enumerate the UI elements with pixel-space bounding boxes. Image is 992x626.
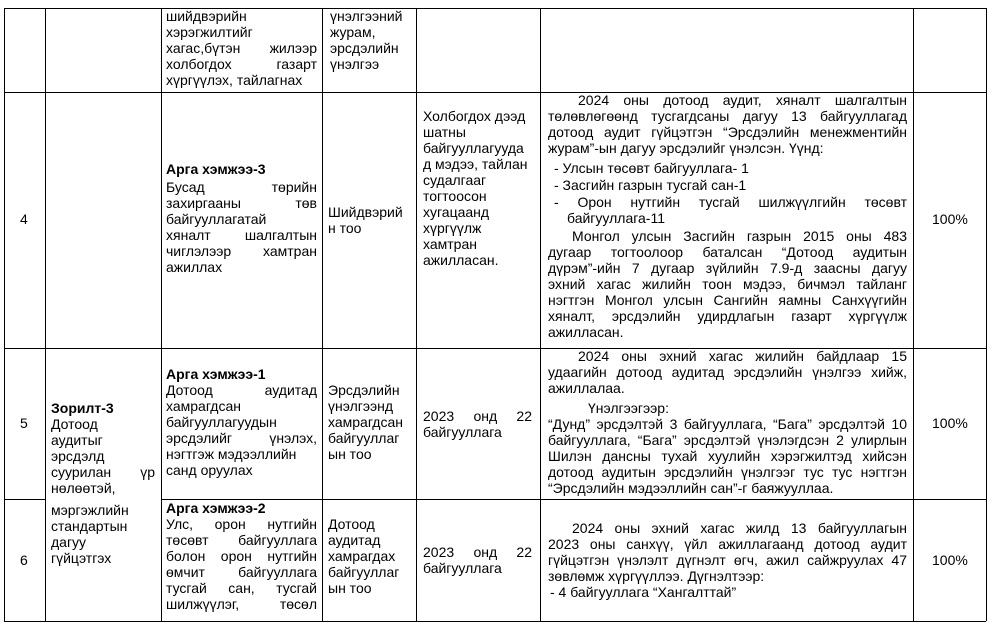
grid-col-line <box>322 8 323 621</box>
text-line: хэрэгжилтийг <box>166 24 253 40</box>
text-line: байгууллага, “Бага” эрсдэлтэй үнэлэгдсэн 2 улирлын <box>548 432 907 448</box>
text-line: шатны <box>423 124 466 140</box>
text-line: журам, <box>330 24 376 40</box>
grid-col-line <box>161 8 162 621</box>
text-line: шийдвэрийн <box>166 8 247 24</box>
text-line: Дотоод аудитад <box>166 382 317 398</box>
text-line: хүргүүлж <box>423 220 482 236</box>
text-line: тогтоосон <box>423 188 487 204</box>
text-line: “Дунд” эрсдэлтэй 3 байгууллага, “Бага” эрсдэлтэй 10 <box>548 416 907 432</box>
text-line: нөлөөтэй, <box>51 480 116 496</box>
text-line: 2024 оны дотоод аудит, хяналт шалгалтын <box>578 92 907 108</box>
text-line: төлөвлөгөөнд тусгагдсаны дагуу 13 байгууллагад <box>548 108 907 124</box>
text-line: ын тоо <box>328 446 372 462</box>
text-line: тусгай сан, тусгай <box>166 580 317 596</box>
text-line: хамрагдсан <box>328 414 403 430</box>
text-line: Шийдвэрий <box>328 204 403 220</box>
grid-col-line <box>913 8 914 621</box>
text-line: 2024 оны эхний хагас жилийн байдлаар 15 <box>578 348 907 364</box>
text-line: Үнэлгээгээр: <box>588 400 669 416</box>
text-line: гүйцэтгэн үнэлэлт дүгнэлт өгч, ажил сайжруулах 47 <box>548 552 907 568</box>
text-line: өмчит байгууллага <box>166 564 317 580</box>
percent-value: 100% <box>932 211 968 227</box>
text-line: аудитад <box>328 532 381 548</box>
row-number: 4 <box>20 211 28 227</box>
text-line: Улс, орон нутгийн <box>166 516 317 532</box>
text-line: байгууллагуудын <box>166 414 277 430</box>
text-line: эхний хагас жилийн тоон мэдээ, бичмэл тайланг <box>548 276 907 292</box>
text-line: байгууллага-11 <box>567 210 666 226</box>
text-line: үнэлгээний <box>330 8 403 24</box>
text-line: судалгааг <box>423 172 487 188</box>
text-line: байгууллага <box>423 560 502 576</box>
text-line: - Улсын төсөвт байгууллага- 1 <box>554 160 749 176</box>
text-line: стандартын <box>51 518 128 534</box>
text-line: “Эрсдэлийн мэдээллийн сан”-г баяжууллаа. <box>548 480 834 496</box>
text-line: Дотоод <box>328 516 375 532</box>
objective-title: Зорилт-3 <box>51 400 114 416</box>
measure-title: Арга хэмжээ-3 <box>166 161 266 177</box>
text-line: н тоо <box>328 220 362 236</box>
text-line: нэгтгэн Монгол улсын Сангийн яамны Санхүүгийн <box>548 292 907 308</box>
text-line: байгууллагууда <box>423 140 524 156</box>
text-line: хугацаанд <box>423 204 490 220</box>
text-line: суурилан үр <box>51 464 155 480</box>
grid-row-line <box>4 499 45 500</box>
text-line: нэгтгэж мэдээллийн <box>166 446 297 462</box>
text-line: - 4 байгууллага “Хангалттай” <box>550 584 737 600</box>
grid-col-line <box>540 8 541 621</box>
text-line: хүргүүлэх, тайлагнах <box>166 72 303 88</box>
text-line: чиглэлээр хамтран <box>166 243 317 259</box>
text-line: дотоод аудит гүйцэтгэн “Эрсдэлийн менежментийн <box>548 124 907 140</box>
text-line: Дотоод <box>51 416 98 432</box>
text-line: эрсдэлийг үнэлэх, <box>166 430 317 446</box>
text-line: ажиллах <box>166 259 223 275</box>
text-line: ажилласан. <box>423 252 499 268</box>
text-line: 2023 онд 22 <box>423 408 532 424</box>
text-line: удаагийн дотоод аудитад эрсдэлийн үнэлгээ хийж, <box>548 364 907 380</box>
row-number: 5 <box>20 415 28 431</box>
text-line: хагас,бүтэн жилээр <box>166 40 317 56</box>
grid-col-line <box>416 8 417 621</box>
text-line: хамрагдах <box>328 548 396 564</box>
percent-value: 100% <box>932 415 968 431</box>
text-line: захиргааны төв <box>166 195 317 211</box>
text-line: хамрагдсан <box>166 398 241 414</box>
text-line: - Засгийн газрын тусгай сан-1 <box>554 177 747 193</box>
text-line: шилжүүлэг, төсөл <box>166 596 317 612</box>
text-line: үнэлгээ <box>330 56 380 72</box>
text-line: дүрэм”-ийн 7 дугаар зүйлийн 7.9-д заасны дагуу <box>548 260 907 276</box>
text-line: дугаар тогтоолоор баталсан “Дотоод аудитын <box>548 244 907 260</box>
text-line: 2023 оны санхүү, үйл ажиллагаанд дотоод аудит <box>548 536 907 552</box>
measure-title: Арга хэмжээ-1 <box>166 366 266 382</box>
text-line: төсөвт байгууллага <box>166 532 317 548</box>
text-line: 2023 онд 22 <box>423 544 532 560</box>
text-line: дагуу <box>51 534 87 550</box>
text-line: эрсдэлд <box>51 448 105 464</box>
text-line: байгууллаг <box>328 564 400 580</box>
text-line: ын тоо <box>328 580 372 596</box>
grid-col-line <box>986 8 987 621</box>
text-line: санд оруулах <box>166 462 253 478</box>
text-line: зөвлөмж хүргүүллээ. Дүгнэлтээр: <box>548 568 765 584</box>
text-line: болон орон нутгийн <box>166 548 317 564</box>
text-line: 2024 оны эхний хагас жилд 13 байгууллагын <box>572 520 907 536</box>
row-number: 6 <box>20 552 28 568</box>
text-line: үнэлгээнд <box>328 398 394 414</box>
text-line: Шилэн дансны тухай хуулийн хэрэгжилтэд хийсэн <box>548 448 907 464</box>
text-line: хяналт шалгалтын <box>166 227 317 243</box>
grid-row-line <box>4 621 986 622</box>
text-line: ажилласан. <box>548 324 624 340</box>
text-line: д мэдээ, тайлан <box>423 156 528 172</box>
text-line: аудитыг <box>51 432 103 448</box>
text-line: эрсдэлийн <box>330 40 399 56</box>
grid-col-line <box>4 8 5 621</box>
text-line: Монгол улсын Засгийн газрын 2015 оны 483 <box>572 228 907 244</box>
grid-row-line <box>4 8 986 9</box>
percent-value: 100% <box>932 552 968 568</box>
text-line: байгууллаг <box>328 430 400 446</box>
text-line: Холбогдох дээд <box>423 108 526 124</box>
text-line: гүйцэтгэх <box>51 550 112 566</box>
measure-title: Арга хэмжээ-2 <box>166 500 266 516</box>
text-line: холбогдох газарт <box>166 56 317 72</box>
text-line: байгууллага <box>423 424 502 440</box>
text-line: ажиллалаа. <box>548 380 625 396</box>
text-line: - Орон нутгийн тусгай шилжүүлгийн төсөвт <box>554 194 907 210</box>
text-line: байгууллагатай <box>166 211 267 227</box>
grid-row-line <box>161 499 986 500</box>
text-line: журам”-ын дагуу эрсдэлийг үнэлсэн. Үүнд: <box>548 140 824 156</box>
text-line: мэргэжлийн <box>51 502 129 518</box>
text-line: хамтран <box>423 236 477 252</box>
text-line: Бусад төрийн <box>166 179 317 195</box>
grid-col-line <box>45 8 46 621</box>
text-line: хяналт, эрсдэлийн удирдлагын газарт хүргүүлж <box>548 308 907 324</box>
text-line: дотоод аудитын эрсдэлийн үнэлгээг тус тус нэгтгэн <box>548 464 907 480</box>
text-line: Эрсдэлийн <box>328 382 400 398</box>
